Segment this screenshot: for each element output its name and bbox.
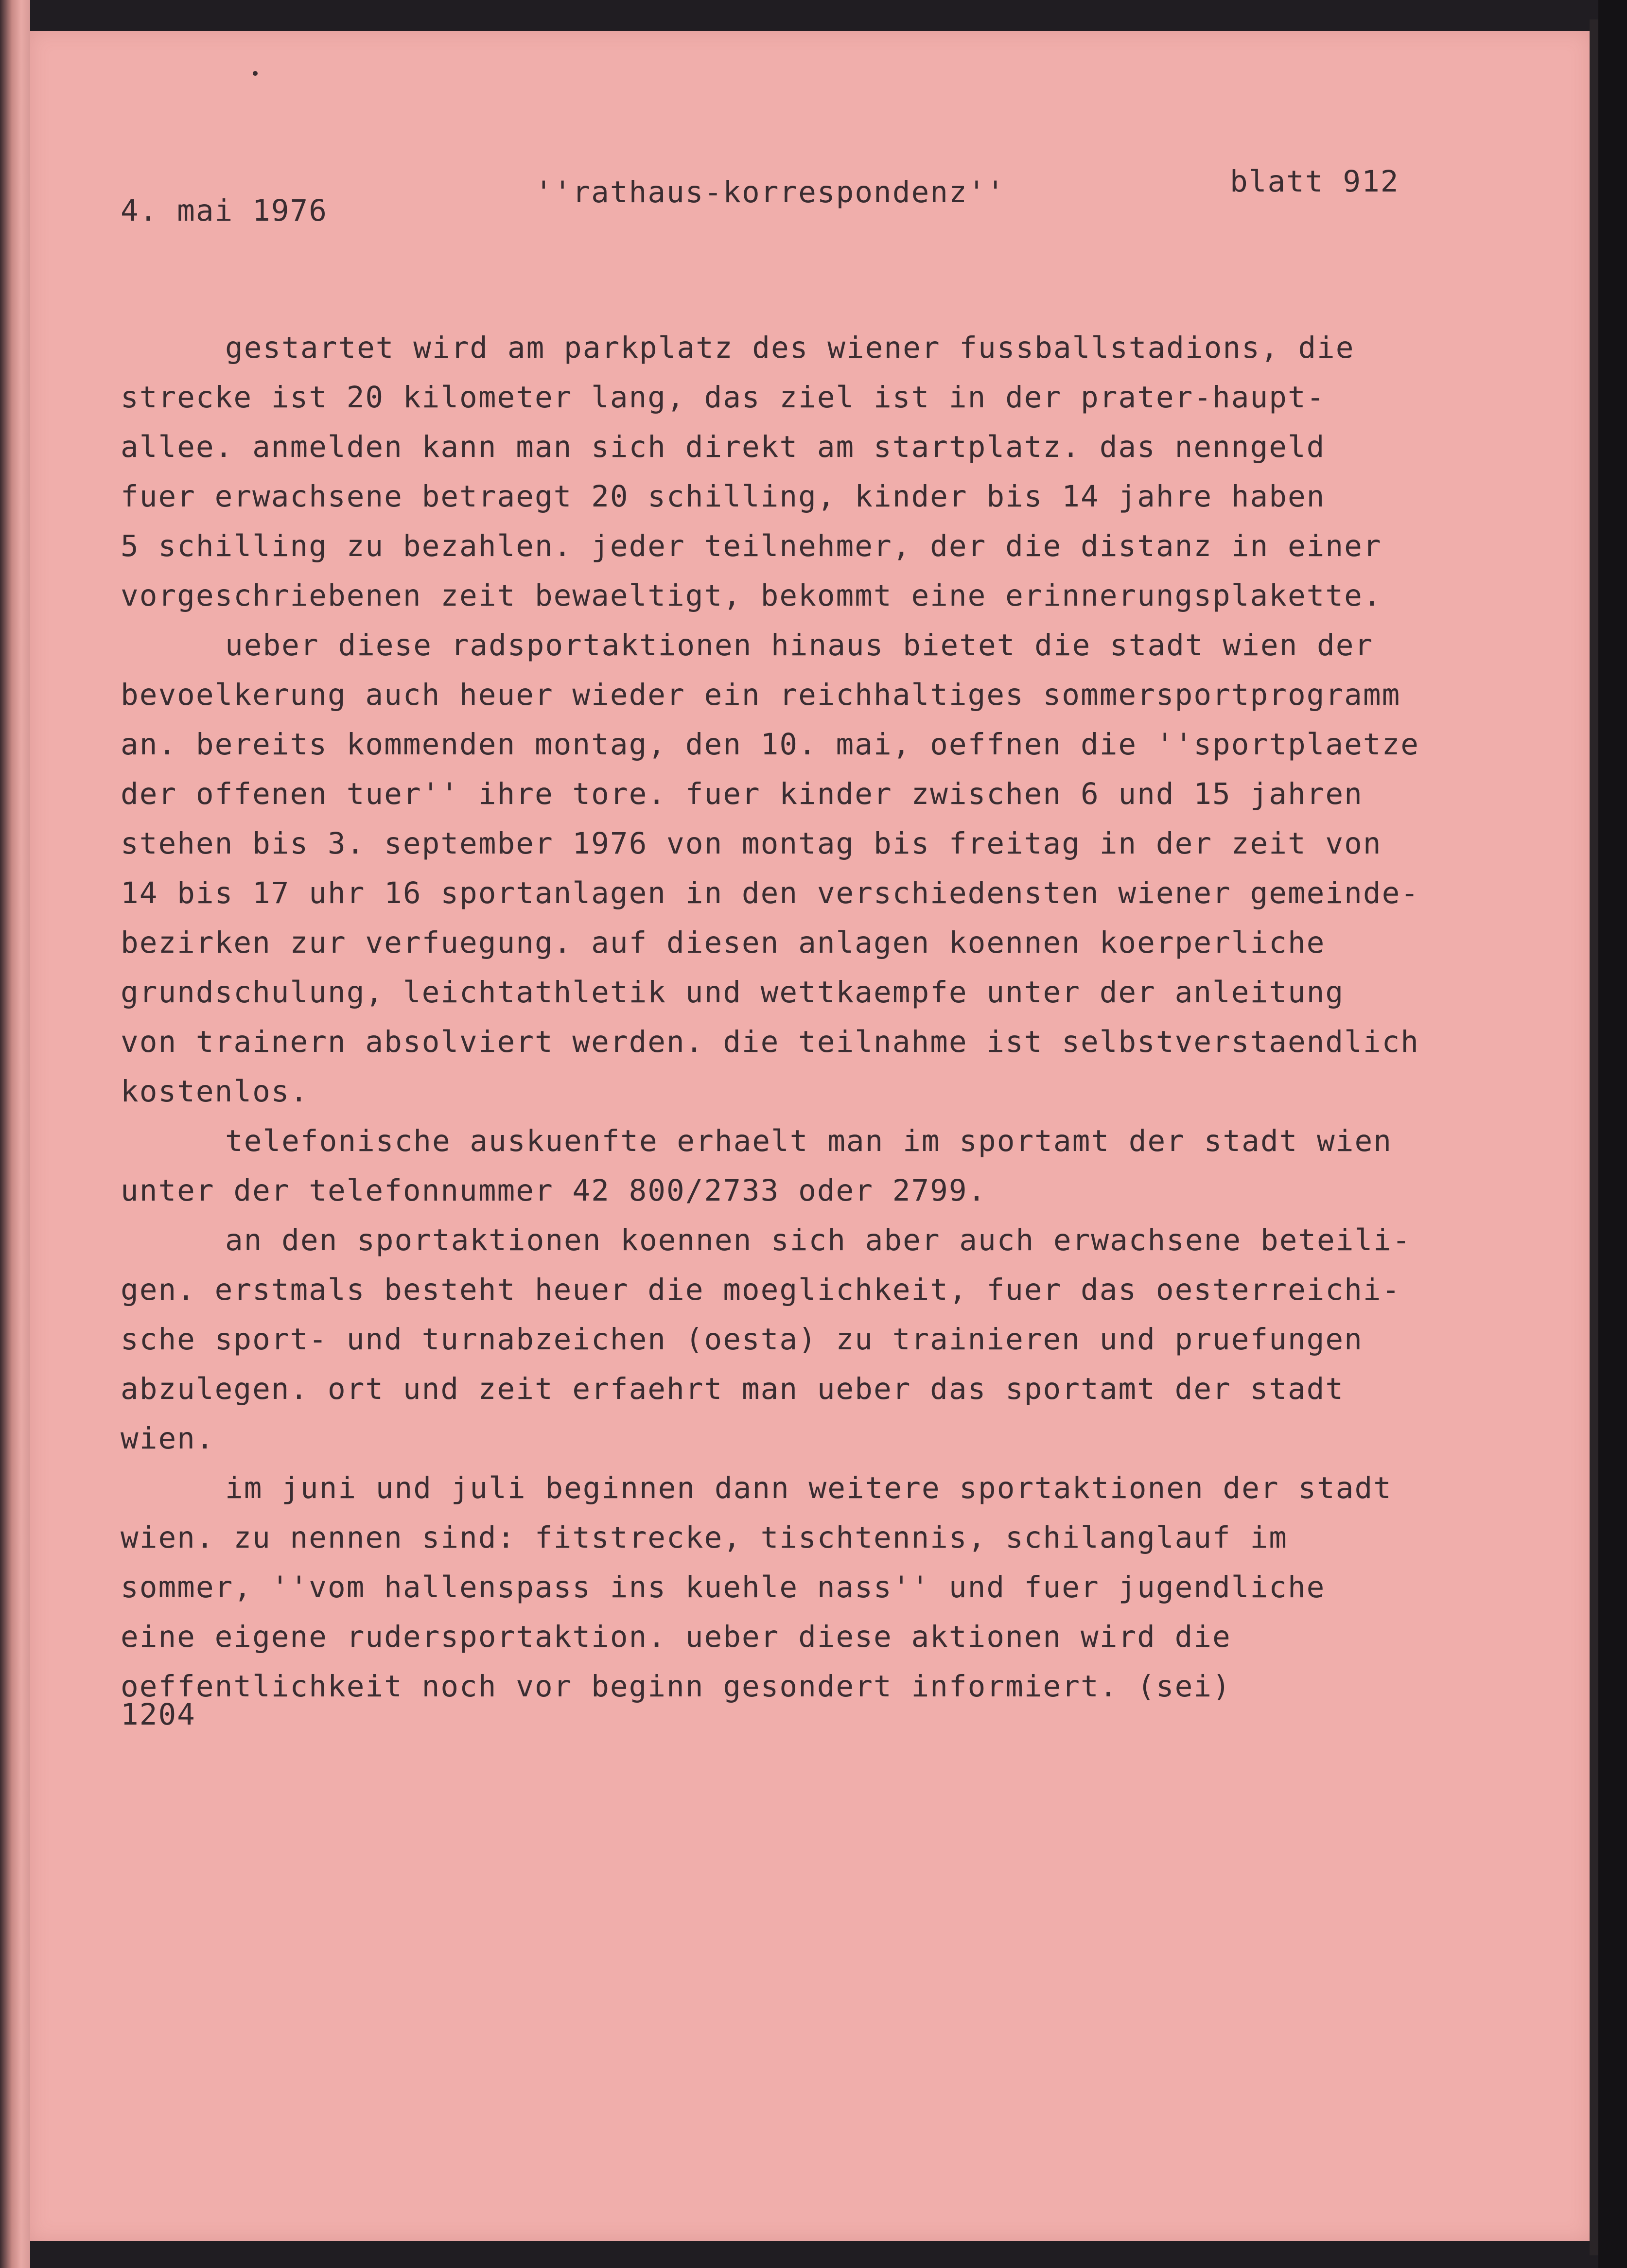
text-line: gen. erstmals besteht heuer die moeglichkeit, fuer das oesterreichi- bbox=[121, 1273, 1401, 1307]
text-line: 5 schilling zu bezahlen. jeder teilnehmer, der die distanz in einer bbox=[121, 529, 1382, 563]
text-line: bevoelkerung auch heuer wieder ein reichhaltiges sommersportprogramm bbox=[121, 678, 1401, 712]
text-line: allee. anmelden kann man sich direkt am startplatz. das nenngeld bbox=[121, 430, 1326, 464]
text-line: bezirken zur verfuegung. auf diesen anlagen koennen koerperliche bbox=[121, 925, 1326, 960]
paragraph bbox=[121, 1216, 1559, 1464]
text-line: an. bereits kommenden montag, den 10. mai, oeffnen die ''sportplaetze bbox=[121, 727, 1420, 762]
text-line: oeffentlichkeit noch vor beginn gesondert informiert. (sei) bbox=[121, 1669, 1231, 1704]
document-body bbox=[121, 323, 1559, 1711]
header-date: 4. mai 1976 bbox=[121, 193, 328, 228]
footer-number: 1204 bbox=[121, 1697, 196, 1732]
scan-border-right bbox=[1598, 0, 1627, 2268]
text-line: im juni und juli beginnen dann weitere sportaktionen der stadt bbox=[225, 1471, 1392, 1505]
text-line: unter der telefonnummer 42 800/2733 oder 2799. bbox=[121, 1173, 987, 1208]
paragraph bbox=[121, 1464, 1559, 1711]
text-line: kostenlos. bbox=[121, 1074, 309, 1109]
text-line: wien. zu nennen sind: fitstrecke, tischtennis, schilanglauf im bbox=[121, 1520, 1288, 1555]
text-line: fuer erwachsene betraegt 20 schilling, kinder bis 14 jahre haben bbox=[121, 479, 1326, 514]
text-line: sommer, ''vom hallenspass ins kuehle nass'' und fuer jugendliche bbox=[121, 1570, 1326, 1605]
text-line: der offenen tuer'' ihre tore. fuer kinder zwischen 6 und 15 jahren bbox=[121, 777, 1363, 811]
page-edge-left bbox=[0, 0, 30, 2268]
text-line: ueber diese radsportaktionen hinaus bietet die stadt wien der bbox=[225, 628, 1374, 663]
text-line: von trainern absolviert werden. die teilnahme ist selbstverstaendlich bbox=[121, 1025, 1420, 1059]
text-line: strecke ist 20 kilometer lang, das ziel ist in der prater-haupt- bbox=[121, 380, 1326, 415]
paragraph bbox=[121, 621, 1559, 1117]
paragraph bbox=[121, 1117, 1559, 1216]
text-line: wien. bbox=[121, 1421, 215, 1456]
text-line: grundschulung, leichtathletik und wettkaempfe unter der anleitung bbox=[121, 975, 1345, 1010]
text-line: gestartet wird am parkplatz des wiener fussballstadions, die bbox=[225, 331, 1355, 365]
header-title: ''rathaus-korrespondenz'' bbox=[535, 175, 1006, 209]
text-line: stehen bis 3. september 1976 von montag bis freitag in der zeit von bbox=[121, 826, 1382, 861]
text-line: 14 bis 17 uhr 16 sportanlagen in den verschiedensten wiener gemeinde- bbox=[121, 876, 1420, 910]
paragraph bbox=[121, 323, 1559, 621]
text-line: eine eigene rudersportaktion. ueber diese aktionen wird die bbox=[121, 1620, 1231, 1654]
ink-speck bbox=[253, 71, 258, 76]
text-line: an den sportaktionen koennen sich aber auch erwachsene beteili- bbox=[225, 1223, 1411, 1257]
header-page-number: blatt 912 bbox=[1230, 164, 1400, 199]
page-edge-right bbox=[1590, 19, 1598, 2255]
text-line: abzulegen. ort und zeit erfaehrt man ueber das sportamt der stadt bbox=[121, 1372, 1345, 1406]
text-line: sche sport- und turnabzeichen (oesta) zu trainieren und pruefungen bbox=[121, 1322, 1363, 1357]
text-line: telefonische auskuenfte erhaelt man im sportamt der stadt wien bbox=[225, 1124, 1392, 1158]
text-line: vorgeschriebenen zeit bewaeltigt, bekommt eine erinnerungsplakette. bbox=[121, 578, 1382, 613]
